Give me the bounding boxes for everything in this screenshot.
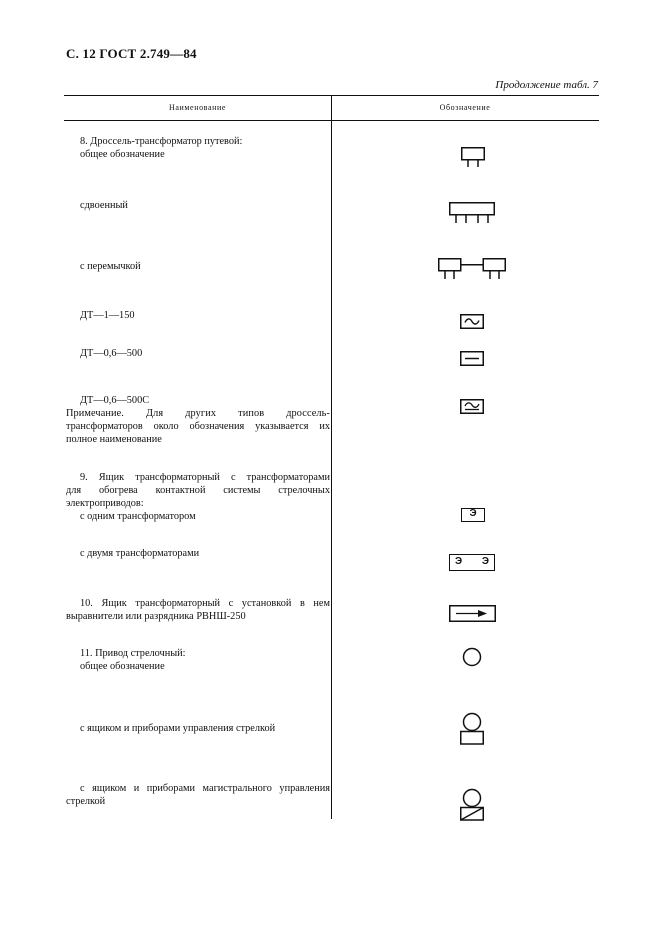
transformer-glyph-right: Э <box>481 556 489 567</box>
switch-drive-with-box-icon <box>460 712 484 745</box>
transformer-box-arrester-icon <box>449 605 496 622</box>
transformer-box-two-icon <box>449 554 495 571</box>
row-11-main-line-2: стрелкой <box>66 796 106 807</box>
row-8-dt2: ДТ—0,6—500 <box>80 348 143 359</box>
choke-acdc-icon <box>460 399 484 414</box>
page-header: С. 12 ГОСТ 2.749—84 <box>66 46 197 61</box>
row-9-line-1: 9. Ящик трансформаторный с трансформаторами <box>80 472 330 483</box>
choke-transformer-icon <box>461 147 485 169</box>
table-column-divider <box>331 95 332 819</box>
double-choke-transformer-icon <box>449 202 495 226</box>
row-8-double: сдвоенный <box>80 200 128 211</box>
column-header-name: Наименование <box>168 103 227 112</box>
row-11-general: общее обозначение <box>80 661 165 672</box>
choke-transformer-with-jumper-icon <box>438 258 506 282</box>
choke-dc-icon <box>460 351 484 366</box>
row-9-two: с двумя трансформаторами <box>80 548 200 559</box>
row-8-jumper: с перемычкой <box>80 261 141 272</box>
transformer-glyph: Э <box>469 508 477 519</box>
row-10-line-2: выравнители или разрядника РВНШ-250 <box>66 611 246 622</box>
row-10-line-1: 10. Ящик трансформаторный с установкой в нем <box>80 598 330 609</box>
switch-drive-mainline-icon <box>460 788 484 821</box>
column-header-symbol: Обозначение <box>439 103 491 112</box>
switch-drive-icon <box>462 647 482 667</box>
row-11-title: 11. Привод стрелочный: <box>80 648 186 659</box>
row-11-main-line-1: с ящиком и приборами магистрального управления <box>80 783 330 794</box>
note-line-3: полное наименование <box>66 434 162 445</box>
row-11-box: с ящиком и приборами управления стрелкой <box>80 723 276 734</box>
row-8-general: общее обозначение <box>80 149 165 160</box>
row-8-dt1: ДТ—1—150 <box>80 310 135 321</box>
note-line-2: трансформаторов около обозначения указывается их <box>66 421 330 432</box>
transformer-glyph-left: Э <box>455 556 463 567</box>
row-9-line-2: для обогрева контактной системы стрелочных <box>66 485 330 496</box>
row-9-one: с одним трансформатором <box>80 511 196 522</box>
choke-ac-icon <box>460 314 484 329</box>
transformer-box-one-icon <box>461 508 485 522</box>
row-9-line-3: электроприводов: <box>66 498 144 509</box>
note-line-1: Примечание. Для других типов дроссель- <box>66 408 330 419</box>
table-continuation: Продолжение табл. 7 <box>495 79 598 91</box>
row-8-dt3: ДТ—0,6—500С <box>80 395 150 406</box>
row-8-title: 8. Дроссель-трансформатор путевой: <box>80 136 243 147</box>
